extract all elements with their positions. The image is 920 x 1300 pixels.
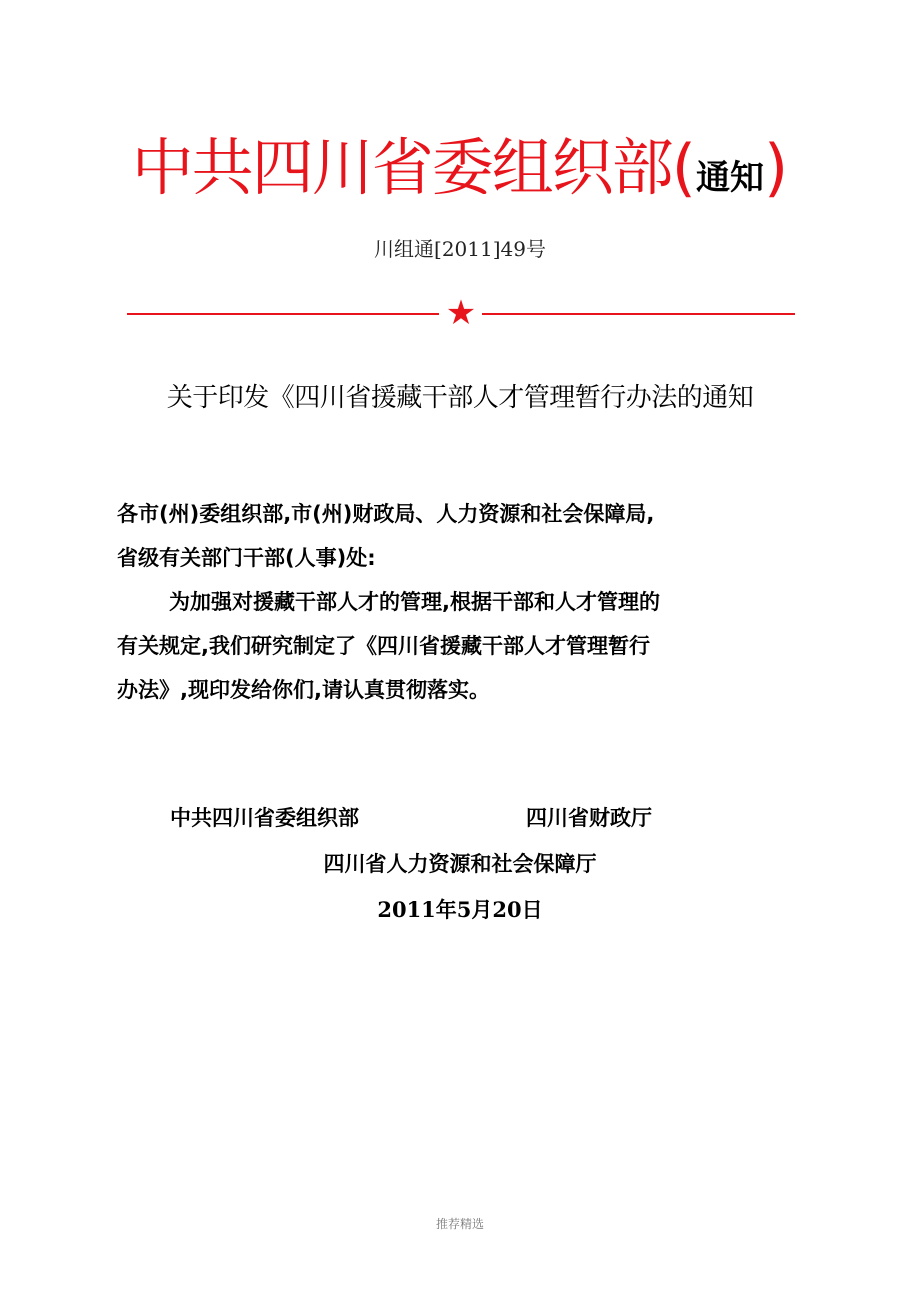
- document-number: 川组通[2011]49号: [374, 237, 546, 261]
- star-icon: ★: [445, 293, 477, 333]
- signature-organization-dept: 中共四川省委组织部: [170, 806, 359, 830]
- addressee-line-1: 各市(州)委组织部,市(州)财政局、人力资源和社会保障局,: [117, 502, 655, 526]
- doc-type: 通知: [696, 158, 764, 198]
- divider-line-left: [127, 313, 439, 315]
- document-body: [117, 492, 807, 712]
- paragraph-line-3: 办法》,现印发给你们,请认真贯彻落实。: [117, 678, 490, 702]
- open-paren: (: [671, 131, 696, 204]
- close-paren: ): [764, 131, 789, 204]
- red-header: [0, 128, 920, 224]
- issuer-name: 中共四川省委组织部: [131, 131, 672, 204]
- paragraph-line-1: 为加强对援藏干部人才的管理,根据干部和人才管理的: [169, 590, 660, 614]
- page-footer: 推荐精选: [435, 1217, 484, 1231]
- addressee-line-2: 省级有关部门干部(人事)处:: [117, 546, 376, 570]
- paragraph-line-2: 有关规定,我们研究制定了《四川省援藏干部人才管理暂行: [117, 634, 650, 658]
- signature-finance-dept: 四川省财政厅: [526, 806, 652, 830]
- red-divider: [127, 293, 795, 333]
- divider-line-right: [482, 313, 795, 315]
- signature-date: 2011年5月20日: [377, 897, 543, 922]
- signature-hr-dept: 四川省人力资源和社会保障厅: [323, 852, 597, 876]
- document-title: 关于印发《四川省援藏干部人才管理暂行办法的通知: [166, 383, 754, 413]
